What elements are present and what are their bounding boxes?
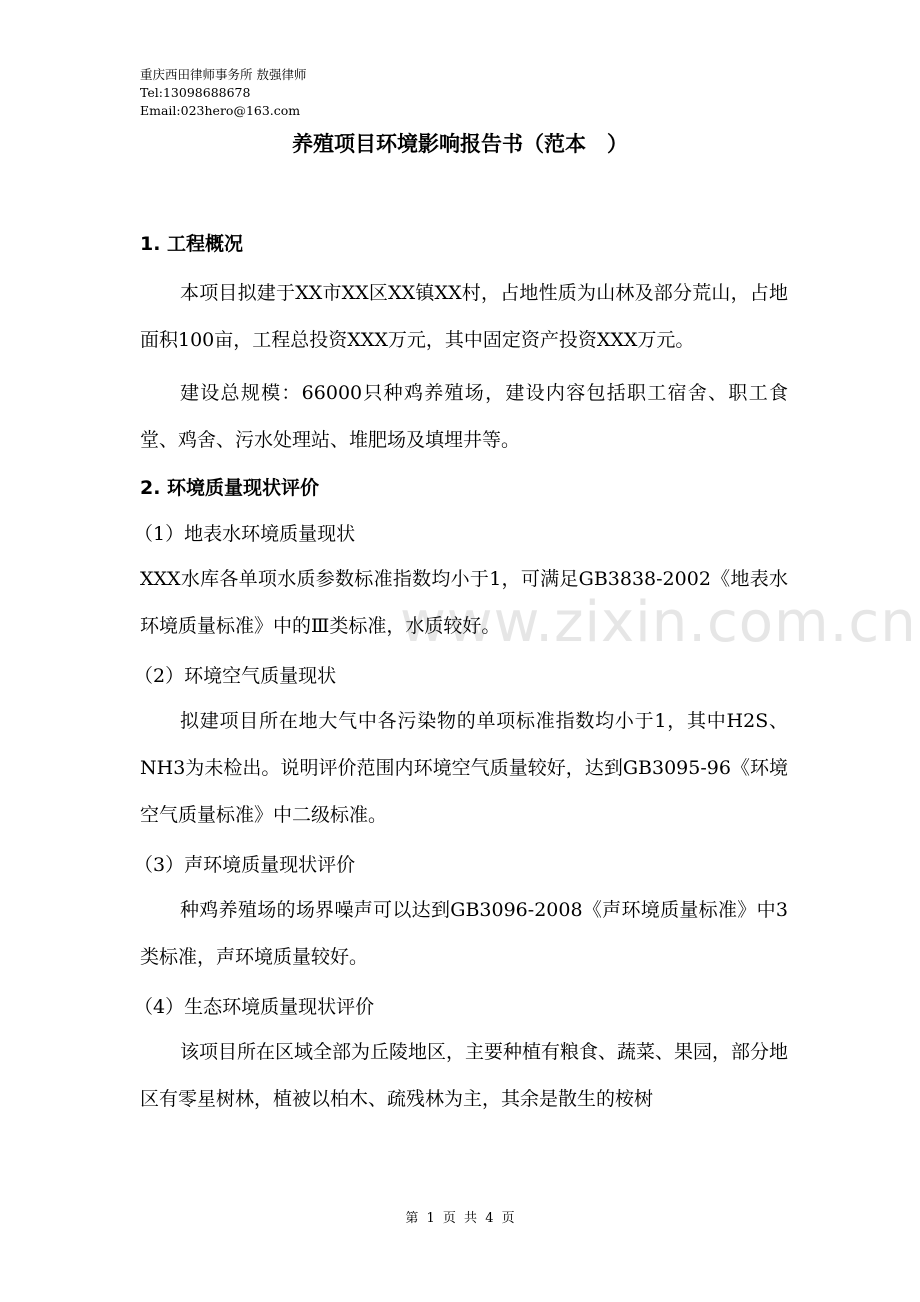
paragraph: XXX水库各单项水质参数标准指数均小于1，可满足GB3838-2002《地表水环境质量标准》中的Ⅲ类标准，水质较好。	[140, 568, 788, 637]
page-footer: 第 1 页 共 4 页	[405, 1211, 515, 1226]
subsection-title: （1）地表水环境质量现状	[134, 523, 356, 545]
paragraph: 拟建项目所在地大气中各污染物的单项标准指数均小于1，其中H2S、NH3为未检出。说明评价范围内环境空气质量较好，达到GB3095-96《环境空气质量标准》中二级标准。	[140, 710, 788, 826]
subsection-title: （4）生态环境质量现状评价	[134, 996, 375, 1018]
document-title: 养殖项目环境影响报告书（范本 ）	[292, 132, 628, 156]
paragraph: 种鸡养殖场的场界噪声可以达到GB3096-2008《声环境质量标准》中3类标准，声环境质量较好。	[140, 899, 788, 968]
header-tel: Tel:13098688678	[140, 85, 251, 100]
section-heading: 2. 环境质量现状评价	[140, 477, 320, 499]
document-body	[134, 226, 789, 1129]
header-email: Email:023hero@163.com	[140, 103, 301, 118]
subsection-title: （3）声环境质量现状评价	[134, 854, 356, 876]
paragraph: 该项目所在区域全部为丘陵地区，主要种植有粮食、蔬菜、果园，部分地区有零星树林，植被以柏木、疏残林为主，其余是散生的桉树	[140, 1041, 789, 1110]
page-header	[140, 66, 306, 120]
section-heading: 1. 工程概况	[140, 233, 244, 255]
watermark: www.zixin.com.cn	[400, 590, 917, 655]
paragraph: 建设总规模：66000只种鸡养殖场，建设内容包括职工宿舍、职工食堂、鸡舍、污水处理站、堆肥场及填埋井等。	[140, 382, 788, 451]
header-firm: 重庆西田律师事务所 敖强律师	[140, 67, 307, 82]
paragraph: 本项目拟建于XX市XX区XX镇XX村，占地性质为山林及部分荒山，占地面积100亩，工程总投资XXX万元，其中固定资产投资XXX万元。	[140, 282, 788, 351]
subsection-title: （2）环境空气质量现状	[134, 665, 337, 687]
